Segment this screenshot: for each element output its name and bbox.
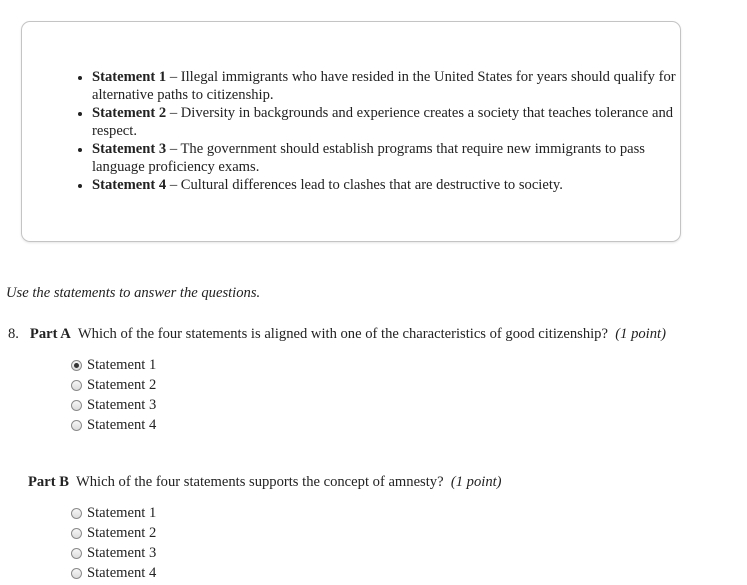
radio-button[interactable]	[71, 420, 82, 431]
option-label: Statement 1	[87, 504, 157, 521]
statement-label: Statement 1	[92, 69, 167, 85]
part-a-option-3[interactable]	[71, 395, 156, 415]
part-a-option-1[interactable]	[71, 355, 156, 375]
option-label: Statement 3	[87, 544, 157, 561]
statement-label: Statement 3	[92, 141, 167, 157]
part-b-options	[71, 503, 156, 583]
statement-item-1	[92, 68, 682, 104]
instructions-text: Use the statements to answer the questions.	[6, 285, 261, 301]
part-a-prompt: Which of the four statements is aligned with one of the characteristics of good citizenship?	[77, 326, 608, 342]
option-label: Statement 2	[87, 376, 157, 393]
part-a-option-4[interactable]	[71, 415, 156, 435]
part-b-prompt: Which of the four statements supports the concept of amnesty?	[75, 474, 444, 490]
part-b-label: Part B	[28, 474, 69, 490]
statement-item-2	[92, 104, 682, 140]
option-label: Statement 1	[87, 356, 157, 373]
part-b-option-3[interactable]	[71, 543, 156, 563]
statement-label: Statement 2	[92, 105, 167, 121]
part-b-points: (1 point)	[450, 474, 502, 490]
part-b-option-2[interactable]	[71, 523, 156, 543]
question-part-b	[28, 474, 502, 491]
radio-button[interactable]	[71, 568, 82, 579]
question-number: 8.	[8, 326, 19, 342]
statement-text: – The government should establish programs that require new immigrants to pass language proficiency exams.	[92, 141, 645, 175]
statement-item-3	[92, 140, 682, 176]
radio-button[interactable]	[71, 528, 82, 539]
part-a-label: Part A	[29, 326, 71, 342]
radio-button[interactable]	[71, 360, 82, 371]
part-a-option-2[interactable]	[71, 375, 156, 395]
radio-button[interactable]	[71, 508, 82, 519]
option-label: Statement 4	[87, 564, 157, 581]
option-label: Statement 2	[87, 524, 157, 541]
part-a-points: (1 point)	[615, 326, 666, 342]
part-b-option-1[interactable]	[71, 503, 156, 523]
statement-label: Statement 4	[92, 177, 167, 193]
statement-text: – Illegal immigrants who have resided in the United States for years should qualify for alternative paths to citizenship.	[92, 69, 676, 103]
statement-item-4	[92, 176, 682, 194]
radio-button[interactable]	[71, 400, 82, 411]
part-b-option-4[interactable]	[71, 563, 156, 583]
radio-button[interactable]	[71, 380, 82, 391]
statements-list	[70, 68, 682, 194]
radio-button[interactable]	[71, 548, 82, 559]
question-part-a	[8, 326, 666, 343]
option-label: Statement 4	[87, 416, 157, 433]
option-label: Statement 3	[87, 396, 157, 413]
statement-text: – Cultural differences lead to clashes that are destructive to society.	[166, 177, 563, 193]
statement-text: – Diversity in backgrounds and experience creates a society that teaches tolerance and respect.	[92, 105, 674, 139]
part-a-options	[71, 355, 156, 435]
